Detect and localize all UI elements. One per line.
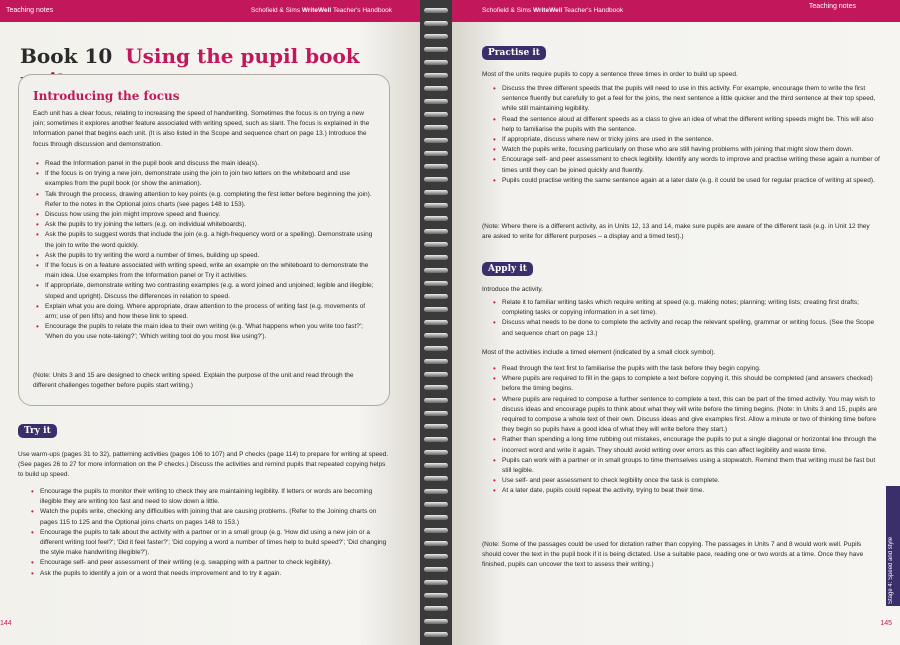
spiral-coil [424,450,448,455]
list-item: • Pupils could practise writing the same sentence again at a later date (e.g. it could be used for regular practice of writing at speed). [490,176,880,186]
spiral-coil [424,489,448,494]
spiral-coil [424,593,448,598]
list-item: • If appropriate, demonstrate writing two contrasting examples (e.g. a word joined and unjoined; legible and illegible; sloped and upright). Discuss the differences in relation to speed. [33,281,379,301]
spiral-coil [424,294,448,299]
spiral-coil [424,424,448,429]
list-item: • Read through the text first to familiarise the pupils with the task before they begin copying. [490,364,880,374]
list-item: • Discuss the three different speeds that the pupils will need to use in this activity. For example, encourage them to write the first sentence fluently but carefully to get a feel for the joins, the next sentence a little quicker and the third sentence at their top speed, while still maintaining legibility. [490,84,880,115]
list-item: • If the focus is on a feature associated with writing speed, write an example on the whiteboard to demonstrate the main idea. Use examples from the Information panel or Try it activities. [33,261,379,281]
spiral-coil [424,411,448,416]
list-item: • Encourage the pupils to relate the main idea to their own writing (e.g. 'What happens when you write too fast?'; 'When do you use note-taking?'; 'Which writing tool do you most like using?'). [33,322,379,342]
spiral-coil [424,138,448,143]
spiral-coil [424,541,448,546]
apply-it-label: Apply it [482,262,533,276]
spiral-coil [424,21,448,26]
list-item: • Talk through the process, drawing attention to key points (e.g. completing the first letter before beginning the join). Refer to the notes in the Optional joins charts (see pages 148 to 153). [33,190,379,210]
header-brand: Schofield & Sims WriteWell Teacher's Handbook [482,7,624,14]
spiral-coil [424,476,448,481]
list-item: • Discuss how using the join might improve speed and fluency. [33,210,379,220]
right-page [452,0,900,645]
spiral-coil [424,242,448,247]
focus-note: (Note: Units 3 and 15 are designed to check writing speed. Explain the purpose of the unit and read through the different challenges together before pupils start writing.) [33,372,354,390]
stage-side-tab [886,486,900,606]
list-item: • Relate it to familiar writing tasks which require writing at speed (e.g. making notes; planning; writing lists; creating first drafts; completing tasks or copying information in a set time). [490,298,880,318]
focus-heading: Introducing the focus [33,89,180,103]
spiral-coil [424,567,448,572]
side-tab-label: Stage 4: Speed and style [888,536,894,604]
spiral-coil [424,47,448,52]
spiral-coil [424,515,448,520]
apply-it-bullet-list-1 [490,298,880,339]
spiral-coil [424,203,448,208]
spiral-coil [424,359,448,364]
spiral-coil [424,73,448,78]
spiral-coil [424,34,448,39]
apply-it-intro-2: Most of the activities include a timed element (indicated by a small clock symbol). [482,349,716,356]
left-page [0,0,420,645]
title-number: Book 10 [20,44,113,68]
spiral-coil [424,190,448,195]
list-item: • Explain what you are doing. Where appropriate, draw attention to the process of writing fast (e.g. movements of arm; use of pen lifts) and how these link to speed. [33,302,379,322]
spiral-coil [424,8,448,13]
list-item: • If the focus is on trying a new join, demonstrate using the join to join two letters on the whiteboard and use examples from the pupil book (or show the animation). [33,169,379,189]
spiral-coil [424,619,448,624]
spiral-coil [424,632,448,637]
spiral-coil [424,177,448,182]
spiral-coil [424,346,448,351]
spiral-coil [424,281,448,286]
list-item: • Discuss what needs to be done to complete the activity and recap the relevant spelling, grammar or writing focus. (See the Scope and sequence chart on page 13.) [490,318,880,338]
page-number: 145 [880,620,892,627]
spiral-coil [424,606,448,611]
spiral-coil [424,554,448,559]
list-item: • Ask the pupils to try joining the letters (e.g. on individual whiteboards). [33,220,379,230]
spiral-coil [424,333,448,338]
list-item: • Ask the pupils to identify a join or a word that needs improvement and to try it again. [28,569,388,579]
spiral-coil [424,255,448,260]
page-header [0,0,420,22]
spiral-coil [424,372,448,377]
title-text: Using the pupil book [125,44,360,68]
practise-it-bullet-list [490,84,880,186]
list-item: • If appropriate, discuss where new or tricky joins are used in the sentence. [490,135,880,145]
page-number: 144 [0,620,12,627]
focus-panel [18,74,390,406]
list-item: • Encourage self- and peer assessment of their writing (e.g. swapping with a partner to check legibility). [28,558,388,568]
spiral-coil [424,463,448,468]
practise-it-label: Practise it [482,46,546,60]
list-item: • Read the Information panel in the pupil book and discuss the main idea(s). [33,159,379,169]
try-it-bullet-list [28,487,388,579]
list-item: • Ask the pupils to try writing the word a number of times, building up speed. [33,251,379,261]
spiral-binding [420,0,452,645]
focus-intro: Each unit has a clear focus, relating to increasing the speed of handwriting. Sometimes the focus is on trying a new join; sometimes it explores another feature associated with writing speed, such as slant. The focus is explained in the Information panel that begins each unit. (It is also listed in the Scope and sequence chart on page 13.) Introduce the focus through discussion and demonstration. [33,110,370,148]
list-item: • Rather than spending a long time rubbing out mistakes, encourage the pupils to put a single diagonal or horizontal line through the incorrect word and write it again. They should avoid writing over errors as this can affect legibility and waste time. [490,435,880,455]
list-item: • Where pupils are required to fill in the gaps to complete a text before copying it, this should be completed (and answers checked) before the timing begins. [490,374,880,394]
header-section: Teaching notes [6,7,54,14]
list-item: • Encourage the pupils to monitor their writing to check they are maintaining legibility. If letters or words are becoming illegible they are writing too fast and need to slow down a little. [28,487,388,507]
spiral-coil [424,502,448,507]
list-item: • Use self- and peer assessment to check legibility once the task is complete. [490,476,880,486]
spiral-coil [424,268,448,273]
spiral-coil [424,528,448,533]
spiral-coil [424,320,448,325]
practise-it-note: (Note: Where there is a different activity, as in Units 12, 13 and 14, make sure pupils are aware of the different task (e.g. in Unit 12 they are asked to write for different purposes – a display and a timed test).) [482,223,870,241]
page-header [452,0,900,22]
practise-it-intro: Most of the units require pupils to copy a sentence three times in order to build up speed. [482,71,738,78]
apply-it-bullet-list-2 [490,364,880,497]
spiral-coil [424,86,448,91]
spiral-coil [424,125,448,130]
list-item: • Encourage self- and peer assessment to check legibility. Identify any words to improve and practise writing these again a number of times until they can be joined quickly and fluently. [490,155,880,175]
spiral-coil [424,398,448,403]
list-item: • Pupils can work with a partner or in small groups to time themselves using a stopwatch. Remind them that writing must be fast but still legible. [490,456,880,476]
spiral-coil [424,164,448,169]
apply-it-intro: Introduce the activity. [482,286,543,293]
spiral-coil [424,437,448,442]
apply-it-note: (Note: Some of the passages could be used for dictation rather than copying. The passages in Units 7 and 8 would work well. Pupils should cover the text in the pupil book if it is being dictated. Use a suitable pace, reading one or two words at a time. Once they have finished, pupils can uncover the text to assess their writing.) [482,541,864,569]
spiral-coil [424,60,448,65]
spiral-coil [424,385,448,390]
spiral-coil [424,307,448,312]
list-item: • At a later date, pupils could repeat the activity, trying to beat their time. [490,486,880,496]
list-item: • Watch the pupils write, focusing particularly on those who are still having problems with joining that might slow them down. [490,145,880,155]
list-item: • Watch the pupils write, checking any difficulties with joining that are causing problems. (Refer to the Joining charts on pages 115 to 125 and the Optional joins charts on pages 148 to 153.) [28,507,388,527]
spiral-coil [424,229,448,234]
spiral-coil [424,112,448,117]
list-item: • Encourage the pupils to talk about the activity with a partner or in a small group (e.g. 'How did using a new join or a different writing tool feel?'; 'Did it feel faster?'; 'Did copying a word a number of times help to build speed?'; 'Did changing the style make handwriting illegible?'). [28,528,388,559]
header-brand: Schofield & Sims WriteWell Teacher's Handbook [250,7,392,14]
list-item: • Ask the pupils to suggest words that include the join (e.g. a high-frequency word or a spelling). Demonstrate using the join to write the word quickly. [33,230,379,250]
focus-bullet-list [33,159,379,343]
spiral-coil [424,216,448,221]
header-section: Teaching notes [808,3,856,10]
try-it-label: Try it [18,424,57,438]
try-it-intro: Use warm-ups (pages 31 to 32), patterning activities (pages 106 to 107) and P checks (page 114) to prepare for writing at speed. (See pages 26 to 27 for more information on the P checks.) Discuss the activities and remind pupils that repeated copying helps to build up speed. [18,451,389,479]
list-item: • Read the sentence aloud at different speeds as a class to give an idea of what the different writing speeds might be. This will also help to familiarise the pupils with the sentence. [490,115,880,135]
list-item: • Where pupils are required to compose a further sentence to complete a text, this can be part of the timed activity. You may wish to discuss ideas and encourage pupils to think about what they will write before the timing begins. (Note: In Units 3 and 15, pupils are required to compose a whole text of their own. Discuss ideas and give examples first. Allow a minute or two of thinking time before they begin so pupils have a good idea of what they will write before they start.) [490,395,880,436]
spiral-coil [424,151,448,156]
spiral-coil [424,99,448,104]
spiral-coil [424,580,448,585]
